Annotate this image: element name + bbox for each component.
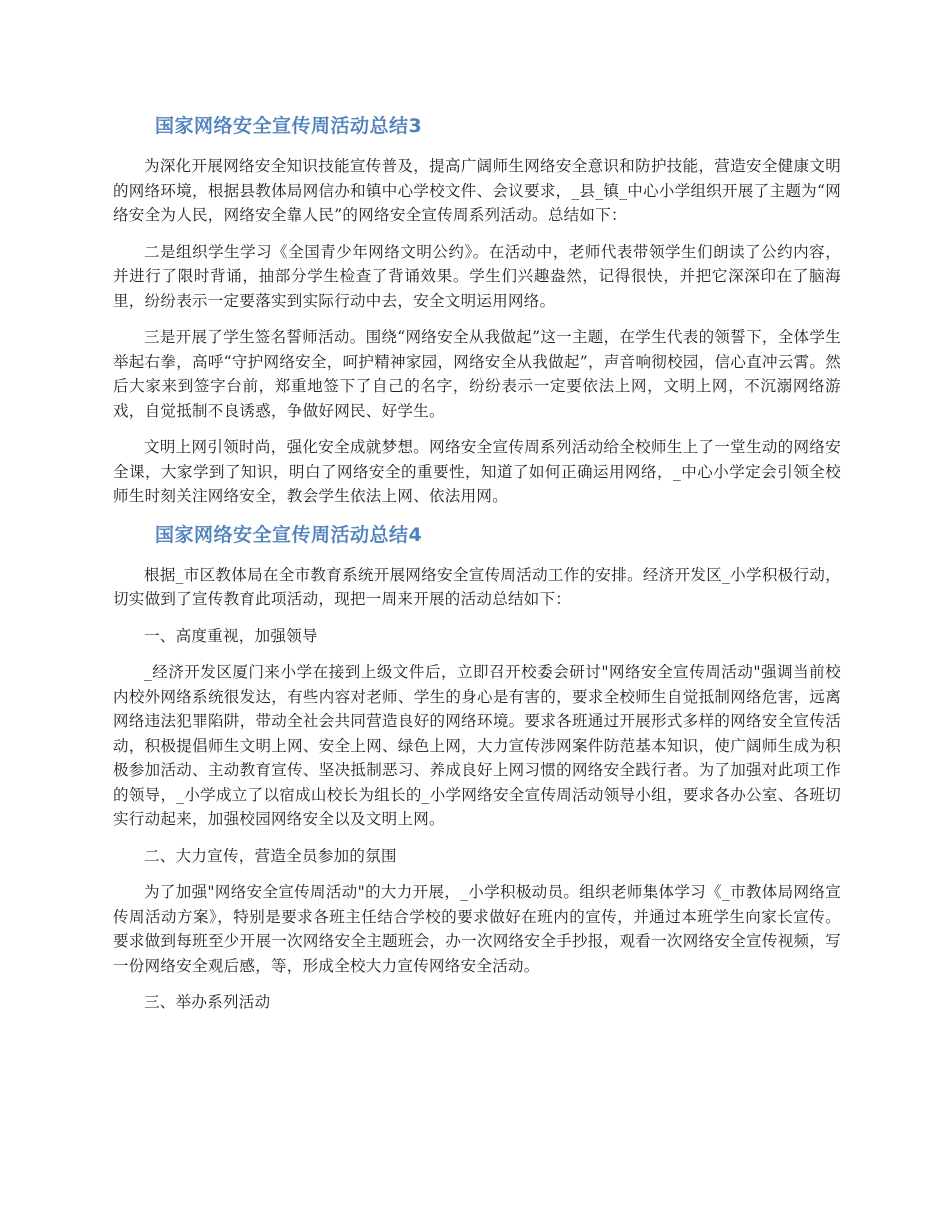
- paragraph: 文明上网引领时尚，强化安全成就梦想。网络安全宣传周系列活动给全校师生上了一堂生动的网络安全课，大家学到了知识，明白了网络安全的重要性，知道了如何正确运用网络，_中心小学定会引领全校师生时刻关注网络安全，教会学生依法上网、依法用网。: [113, 438, 841, 505]
- subheading: 一、高度重视，加强领导: [144, 626, 318, 645]
- paragraph: 三是开展了学生签名誓师活动。围绕“网络安全从我做起”这一主题，在学生代表的领誓下，全体学生举起右拳，高呼“守护网络安全，呵护精神家园，网络安全从我做起”，声音响彻校园，信心直冲云霄。然后大家来到签字台前，郑重地签下了自己的名字，纷纷表示一定要依法上网，文明上网，不沉溺网络游戏，自觉抵制不良诱惑，争做好网民、好学生。: [113, 328, 841, 420]
- subheading: 二、大力宣传，营造全员参加的氛围: [144, 846, 397, 865]
- paragraph: 二是组织学生学习《全国青少年网络文明公约》。在活动中，老师代表带领学生们朗读了公约内容，并进行了限时背诵，抽部分学生检查了背诵效果。学生们兴趣盎然，记得很快，并把它深深印在了脑海里，纷纷表示一定要落实到实际行动中去，安全文明运用网络。: [113, 242, 841, 310]
- document-page: [113, 112, 841, 1027]
- paragraph: 根据_市区教体局在全市教育系统开展网络安全宣传周活动工作的安排。经济开发区_小学积极行动，切实做到了宣传教育此项活动，现把一周来开展的活动总结如下：: [113, 565, 841, 608]
- section-title-3: 国家网络安全宣传周活动总结3: [155, 115, 423, 137]
- section-title-4: 国家网络安全宣传周活动总结4: [155, 523, 423, 546]
- paragraph: 为了加强"网络安全宣传周活动"的大力开展，_小学积极动员。组织老师集体学习《_市教体局网络宣传周活动方案》，特别是要求各班主任结合学校的要求做好在班内的宣传，并通过本班学生向家长宣传。要求做到每班至少开展一次网络安全主题班会，办一次网络安全手抄报，观看一次网络安全宣传视频，写一份网络安全观后感，等，形成全校大力宣传网络安全活动。: [113, 883, 841, 975]
- paragraph: 为深化开展网络安全知识技能宣传普及，提高广阔师生网络安全意识和防护技能，营造安全健康文明的网络环境，根据县教体局网信办和镇中心学校文件、会议要求，_县_镇_中心小学组织开展了主题为“网络安全为人民，网络安全靠人民”的网络安全宣传周系列活动。总结如下：: [113, 157, 841, 224]
- paragraph: _经济开发区厦门来小学在接到上级文件后，立即召开校委会研讨"网络安全宣传周活动"强调当前校内校外网络系统很发达，有些内容对老师、学生的身心是有害的，要求全校师生自觉抵制网络危害，远离网络违法犯罪陷阱，带动全社会共同营造良好的网络环境。要求各班通过开展形式多样的网络安全宣传活动，积极提倡师生文明上网、安全上网、绿色上网，大力宣传涉网案件防范基本知识，使广阔师生成为积极参加活动、主动教育宣传、坚决抵制恶习、养成良好上网习惯的网络安全践行者。为了加强对此项工作的领导，_小学成立了以宿成山校长为组长的_小学网络安全宣传周活动领导小组，要求各办公室、各班切实行动起来，加强校园网络安全以及文明上网。: [113, 663, 841, 828]
- subheading: 三、举办系列活动: [144, 993, 271, 1011]
